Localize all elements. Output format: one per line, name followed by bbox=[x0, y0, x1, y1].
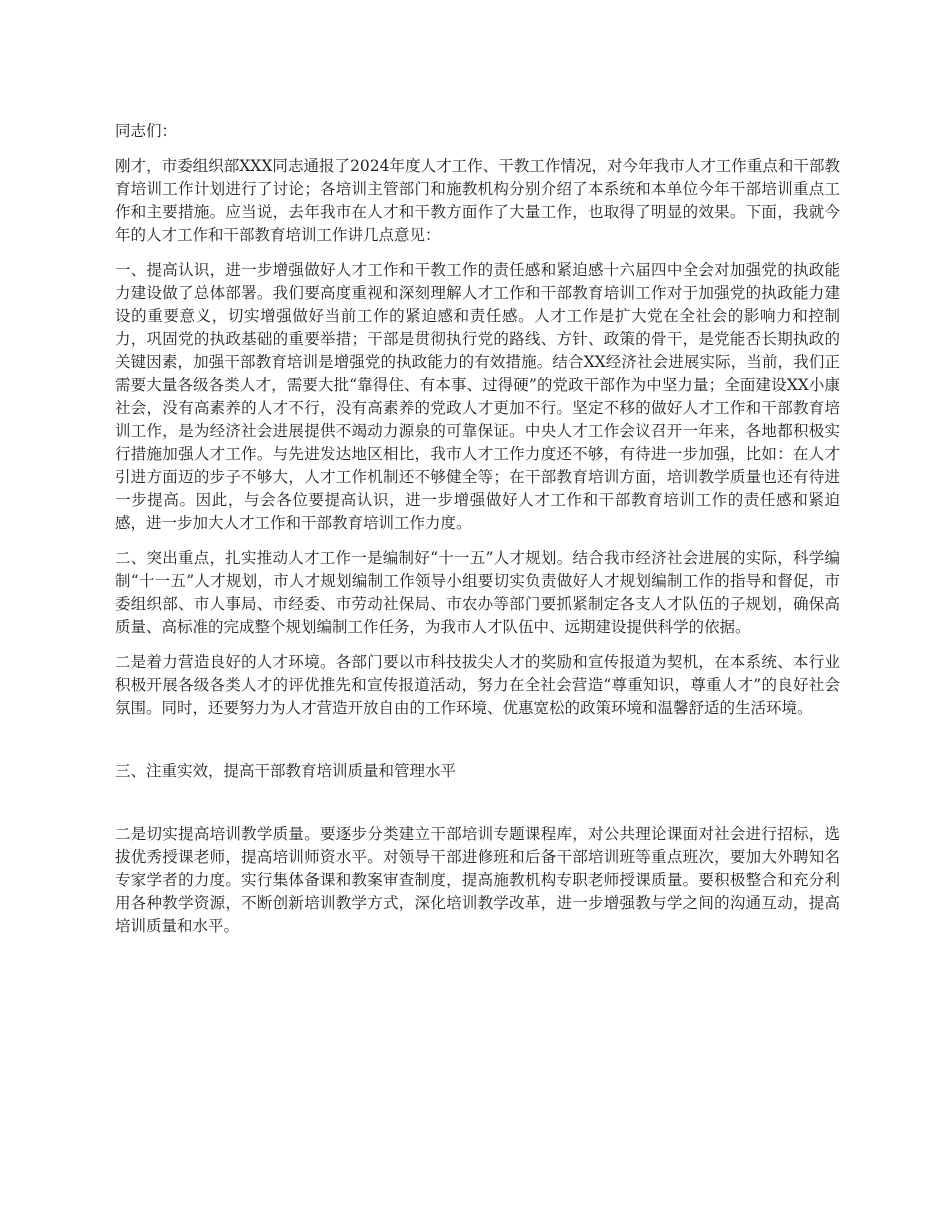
section-one-paragraph: 一、提高认识，进一步增强做好人才工作和干教工作的责任感和紧迫感十六届四中全会对加强党的执政能力建设做了总体部署。我们要高度重视和深刻理解人才工作和干部教育培训工作对于加强党的执政能力建设的重要意义，切实增强做好当前工作的紧迫感和责任感。人才工作是扩大党在全社会的影响力和控制力，巩固党的执政基础的重要举措；干部是贯彻执行党的路线、方针、政策的骨干，是党能否长期执政的关键因素，加强干部教育培训是增强党的执政能力的有效措施。结合XX经济社会进展实际，当前，我们正需要大量各级各类人才，需要大批“靠得住、有本事、过得硬”的党政干部作为中坚力量；全面建设XX小康社会，没有高素养的人才不行，没有高素养的党政人才更加不行。坚定不移的做好人才工作和干部教育培训工作，是为经济社会进展提供不竭动力源泉的可靠保证。中央人才工作会议召开一年来，各地都积极实行措施加强人才工作。与先进发达地区相比，我市人才工作力度还不够，有待进一步加强，比如：在人才引进方面迈的步子不够大，人才工作机制还不够健全等；在干部教育培训方面，培训教学质量也还有待进一步提高。因此，与会各位要提高认识，进一步增强做好人才工作和干部教育培训工作的责任感和紧迫感，进一步加大人才工作和干部教育培训工作力度。 bbox=[115, 261, 840, 532]
talent-environment-paragraph: 二是着力营造良好的人才环境。各部门要以市科技拔尖人才的奖励和宣传报道为契机，在本系统、本行业积极开展各级各类人才的评优推先和宣传报道活动，努力在全社会营造“尊重知识，尊重人才”的良好社会氛围。同时，还要努力为人才营造开放自由的工作环境、优惠宽松的政策环境和温馨舒适的生活环境。 bbox=[115, 653, 840, 717]
intro-paragraph: 刚才，市委组织部XXX同志通报了2024年度人才工作、干教工作情况，对今年我市人才工作重点和干部教育培训工作计划进行了讨论；各培训主管部门和施教机构分别介绍了本系统和本单位今年干部培训重点工作和主要措施。应当说，去年我市在人才和干教方面作了大量工作，也取得了明显的效果。下面，我就今年的人才工作和干部教育培训工作讲几点意见： bbox=[115, 157, 840, 244]
section-two-paragraph: 二、突出重点，扎实推动人才工作一是编制好“十一五”人才规划。结合我市经济社会进展的实际，科学编制“十一五”人才规划，市人才规划编制工作领导小组要切实负责做好人才规划编制工作的指导和督促，市委组织部、市人事局、市经委、市劳动社保局、市农办等部门要抓紧制定各支人才队伍的子规划，确保高质量、高标准的完成整个规划编制工作任务，为我市人才队伍中、远期建设提供科学的依据。 bbox=[115, 549, 840, 636]
teaching-quality-paragraph: 二是切实提高培训教学质量。要逐步分类建立干部培训专题课程库，对公共理论课面对社会进行招标，选拔优秀授课老师，提高培训师资水平。对领导干部进修班和后备干部培训班等重点班次，要加大外聘知名专家学者的力度。实行集体备课和教案审查制度，提高施教机构专职老师授课质量。要积极整合和充分利用各种教学资源，不断创新培训教学方式，深化培训教学改革，进一步增强教与学之间的沟通互动，提高培训质量和水平。 bbox=[115, 825, 840, 935]
document-page bbox=[115, 120, 840, 950]
section-three-heading: 三、注重实效，提高干部教育培训质量和管理水平 bbox=[115, 762, 457, 780]
salutation: 同志们： bbox=[115, 122, 178, 140]
